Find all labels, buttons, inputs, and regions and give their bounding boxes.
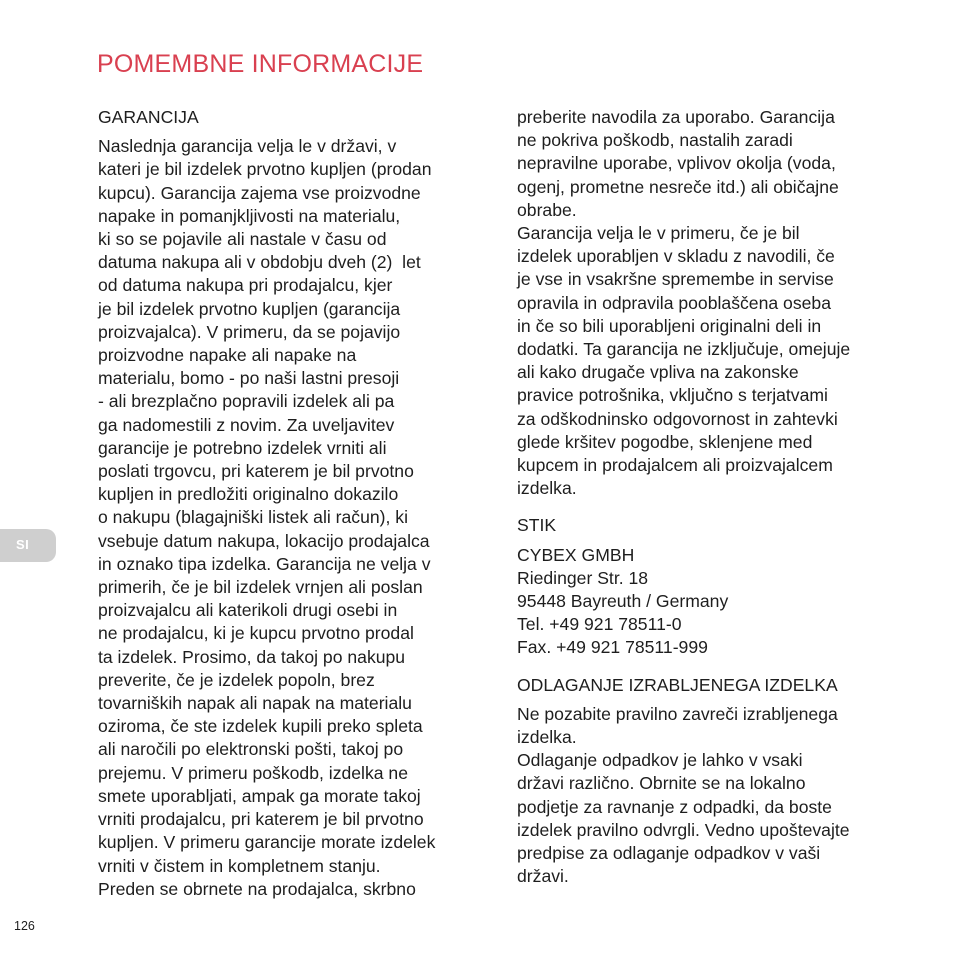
disposal-text-line: Odlaganje odpadkov je lahko v vsaki [517, 750, 803, 771]
warranty-text-line: o nakupu (blagajniški listek ali račun), ki [98, 507, 408, 528]
warranty-text-line: preberite navodila za uporabo. Garancija [517, 107, 835, 127]
contact-line: 95448 Bayreuth / Germany [517, 591, 729, 612]
warranty-text-part-1 [98, 135, 483, 901]
warranty-text-line: izdelek uporabljen v skladu z navodili, če [517, 246, 835, 267]
warranty-text-part-2 [517, 106, 902, 500]
warranty-text-line: datuma nakupa ali v obdobju dveh (2) let [98, 252, 421, 273]
warranty-text-line: garancije je potrebno izdelek vrniti ali [98, 437, 387, 458]
disposal-text [517, 703, 902, 889]
company-name: CYBEX GMBH [517, 544, 635, 565]
language-tab [0, 529, 56, 562]
warranty-text-line: ne prodajalcu, ki je kupcu prvotno prodal [98, 623, 414, 644]
warranty-text-line: in če so bili uporabljeni originalni deli in [517, 315, 822, 336]
warranty-text-line: Garancija velja le v primeru, če je bil [517, 223, 800, 244]
warranty-text-line: Naslednja garancija velja le v državi, v [98, 136, 397, 157]
right-column [517, 106, 902, 889]
warranty-text-line: ogenj, prometne nesreče itd.) ali običajne [517, 176, 839, 197]
language-tab-label: SI [16, 537, 30, 552]
warranty-text-line: proizvajalcu ali katerikoli drugi osebi in [98, 600, 398, 621]
warranty-text-line: obrabe. [517, 199, 577, 220]
page-number: 126 [14, 919, 35, 933]
warranty-text-line: poslati trgovcu, pri katerem je bil prvotno [98, 461, 414, 482]
warranty-text-line: opravila in odpravila pooblaščena oseba [517, 292, 831, 313]
warranty-text-line: smete uporabljati, ampak ga morate takoj [98, 785, 421, 806]
warranty-text-line: je bil izdelek prvotno kupljen (garancija [98, 298, 401, 319]
disposal-text-line: izdelek pravilno odvrgli. Vedno upoštevajte [517, 819, 850, 840]
warranty-text-line: vsebuje datum nakupa, lokacijo prodajalca [98, 530, 430, 551]
warranty-text-line: vrniti prodajalcu, pri katerem je bil prvotno [98, 809, 424, 830]
warranty-text-line: preverite, če je izdelek popoln, brez [98, 669, 375, 690]
disposal-text-line: državi. [517, 866, 569, 887]
warranty-text-line: ne pokriva poškodb, nastalih zaradi [517, 130, 793, 151]
contact-heading: STIK [517, 515, 557, 536]
warranty-text-line: proizvodne napake ali napake na [98, 345, 357, 366]
page-title: POMEMBNE INFORMACIJE [97, 50, 424, 78]
warranty-text-line: materialu, bomo - po naši lastni presoji [98, 368, 400, 389]
disposal-heading: ODLAGANJE IZRABLJENEGA IZDELKA [517, 674, 838, 695]
warranty-heading: GARANCIJA [98, 107, 199, 127]
warranty-text-line: napake in pomanjkljivosti na materialu, [98, 205, 401, 226]
warranty-text-line: oziroma, če ste izdelek kupili preko spleta [98, 716, 423, 737]
warranty-text-line: izdelka. [517, 478, 577, 499]
warranty-text-line: ki so se pojavile ali nastale v času od [98, 229, 387, 250]
warranty-text-line: ali naročili po elektronski pošti, takoj po [98, 739, 404, 760]
warranty-text-line: - ali brezplačno popravili izdelek ali pa [98, 391, 395, 412]
warranty-text-line: kupljen in predložiti originalno dokazilo [98, 484, 399, 505]
warranty-text-line: primerih, če je bil izdelek vrnjen ali poslan [98, 577, 423, 598]
disposal-text-line: podjetje za ravnanje z odpadki, da boste [517, 796, 832, 817]
contact-line: Fax. +49 921 78511-999 [517, 637, 708, 658]
disposal-text-line: državi različno. Obrnite se na lokalno [517, 773, 806, 794]
warranty-text-line: je vse in vsakršne spremembe in servise [517, 269, 834, 290]
contact-line: Riedinger Str. 18 [517, 567, 649, 588]
warranty-text-line: glede kršitev pogodbe, sklenjene med [517, 431, 813, 452]
disposal-text-line: izdelka. [517, 727, 577, 748]
warranty-text-line: kupljen. V primeru garancije morate izdelek [98, 832, 436, 853]
disposal-text-line: Ne pozabite pravilno zavreči izrabljenega [517, 703, 838, 724]
warranty-text-line: tovarniških napak ali napak na materialu [98, 693, 412, 714]
warranty-text-line: Preden se obrnete na prodajalca, skrbno [98, 878, 416, 899]
warranty-text-line: kupcu). Garancija zajema vse proizvodne [98, 182, 421, 203]
warranty-text-line: ga nadomestili z novim. Za uveljavitev [98, 414, 395, 435]
warranty-text-line: pravice potrošnika, vključno s terjatvami [517, 385, 828, 406]
warranty-text-line: nepravilne uporabe, vplivov okolja (voda, [517, 153, 836, 174]
warranty-text-line: vrniti v čistem in kompletnem stanju. [98, 855, 381, 876]
warranty-text-line: prejemu. V primeru poškodb, izdelka ne [98, 762, 409, 783]
left-column [98, 106, 483, 901]
warranty-text-line: od datuma nakupa pri prodajalcu, kjer [98, 275, 393, 296]
warranty-text-line: kateri je bil izdelek prvotno kupljen (prodan [98, 159, 432, 180]
warranty-text-line: in oznako tipa izdelka. Garancija ne velja v [98, 553, 431, 574]
warranty-text-line: kupcem in prodajalcem ali proizvajalcem [517, 455, 833, 476]
warranty-text-line: ta izdelek. Prosimo, da takoj po nakupu [98, 646, 406, 667]
warranty-text-line: ali kako drugače vpliva na zakonske [517, 362, 799, 383]
contact-address [517, 567, 902, 660]
disposal-text-line: predpise za odlaganje odpadkov v vaši [517, 843, 821, 864]
warranty-text-line: za odškodninsko odgovornost in zahtevki [517, 408, 838, 429]
contact-line: Tel. +49 921 78511-0 [517, 614, 682, 635]
warranty-text-line: proizvajalca). V primeru, da se pojavijo [98, 321, 401, 342]
warranty-text-line: dodatki. Ta garancija ne izključuje, omejuje [517, 339, 851, 360]
